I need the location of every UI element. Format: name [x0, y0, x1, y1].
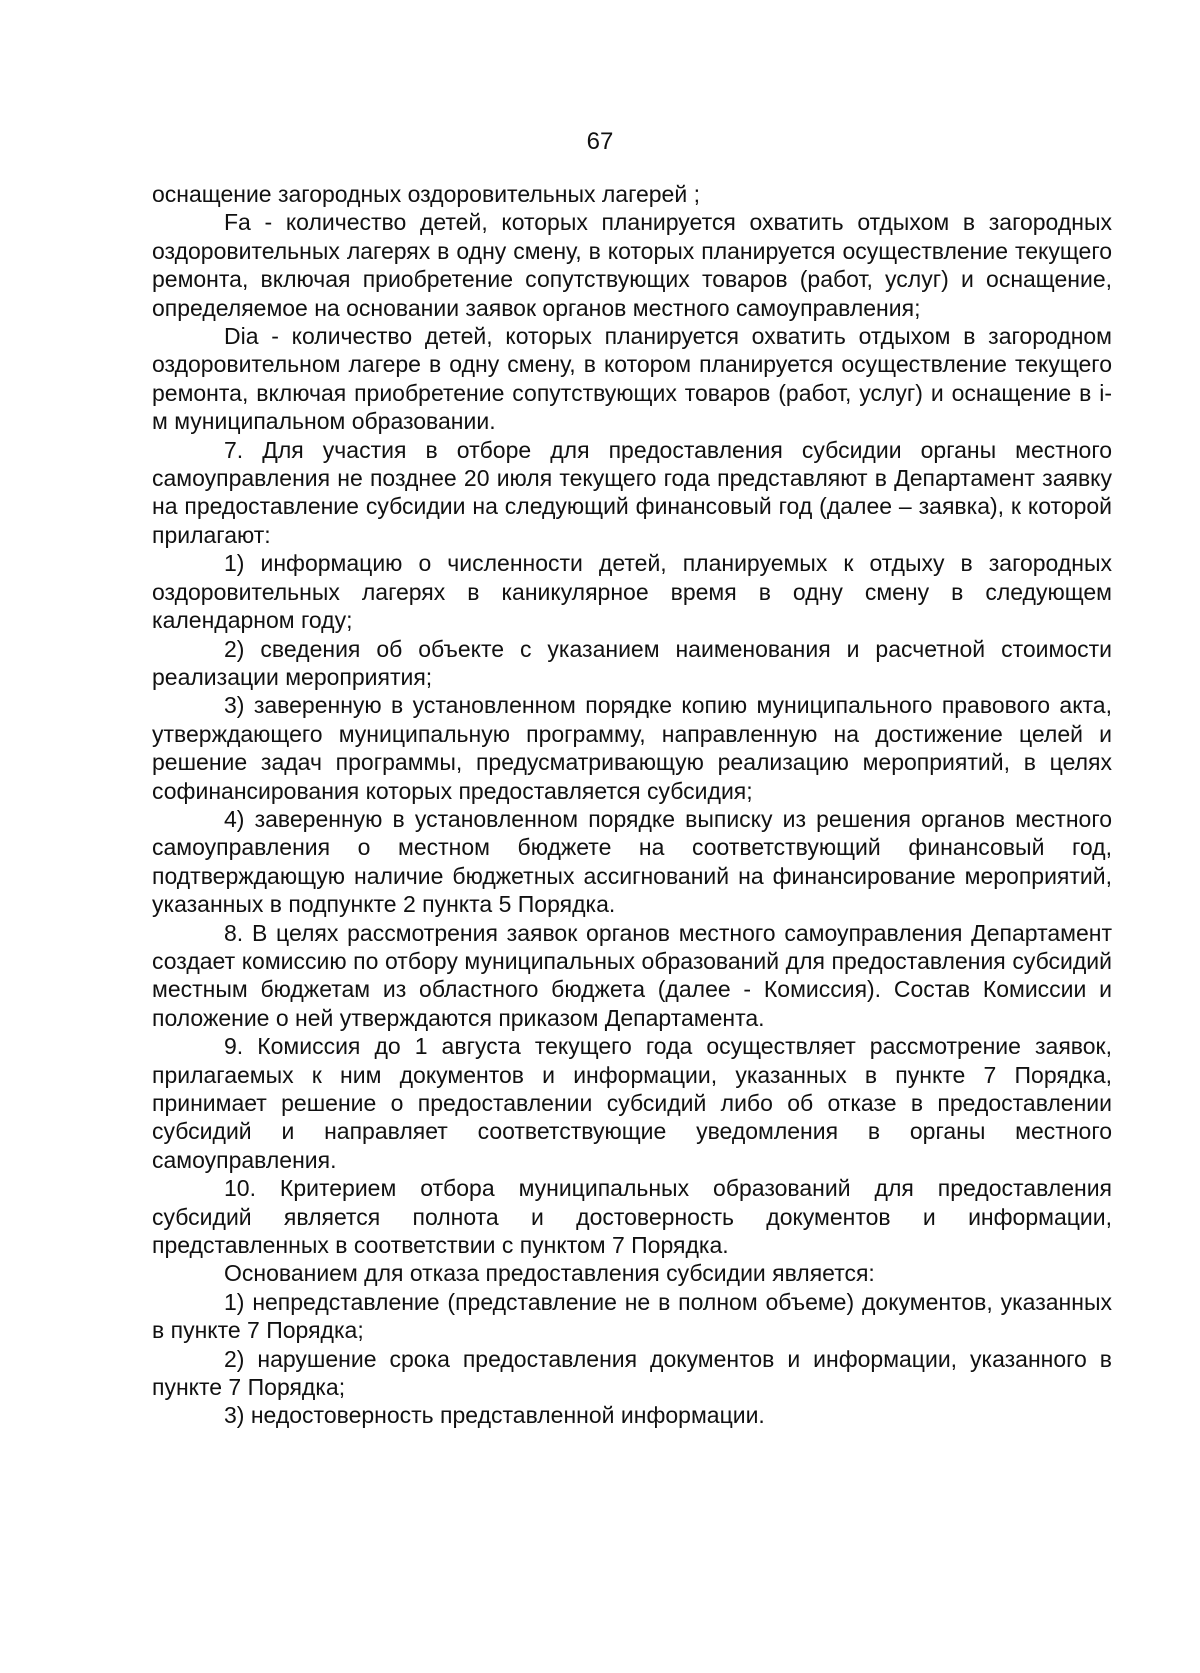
document-body: [152, 180, 1112, 1430]
paragraph-refusal-3: 3) недостоверность представленной информации.: [224, 1402, 765, 1429]
paragraph-subitem-7-2: 2) сведения об объекте с указанием наименования и расчетной стоимости реализации мероприятия;: [152, 635, 1112, 690]
paragraph-fa-definition: Fa - количество детей, которых планируется охватить отдыхом в загородных оздоровительных лагерях в одну смену, в которых планируется осуществление текущего ремонта, включая приобретение сопутствующих товаров (работ, услуг) и оснащение, определяемое на основании заявок органов местного самоуправления;: [152, 209, 1112, 321]
page-number: 67: [586, 128, 614, 155]
paragraph-subitem-7-4: 4) заверенную в установленном порядке выписку из решения органов местного самоуправления о местном бюджете на соответствующий финансовый год, подтверждающую наличие бюджетных ассигнований на финансирование мероприятий, указанных в подпункте 2 пункта 5 Порядка.: [152, 805, 1112, 918]
paragraph-item-7: 7. Для участия в отборе для предоставления субсидии органы местного самоуправления не позднее 20 июля текущего года представляют в Департамент заявку на предоставление субсидии на следующий финансовый год (далее – заявка), к которой прилагают:: [152, 436, 1112, 548]
paragraph-dia-definition: Dia - количество детей, которых планируется охватить отдыхом в загородном оздоровительном лагере в одну смену, в котором планируется осуществление текущего ремонта, включая приобретение сопутствующих товаров (работ, услуг) и оснащение в i-м муниципальном образовании.: [152, 323, 1112, 435]
paragraph-refusal-1: 1) непредставление (представление не в полном объеме) документов, указанных в пункте 7 Порядка;: [152, 1288, 1112, 1344]
paragraph-refusal-grounds: Основанием для отказа предоставления субсидии является:: [224, 1260, 875, 1287]
paragraph-item-10: 10. Критерием отбора муниципальных образований для предоставления субсидий является полнота и достоверность документов и информации, представленных в соответствии с пунктом 7 Порядка.: [152, 1175, 1112, 1259]
paragraph-subitem-7-3: 3) заверенную в установленном порядке копию муниципального правового акта, утверждающего муниципальную программу, направленную на достижение целей и решение задач программы, предусматривающую реализацию мероприятий, в целях софинансирования которых предоставляется субсидия;: [152, 692, 1112, 804]
paragraph-item-9: 9. Комиссия до 1 августа текущего года осуществляет рассмотрение заявок, прилагаемых к ним документов и информации, указанных в пункте 7 Порядка, принимает решение о предоставлении субсидий либо об отказе в предоставлении субсидий и направляет соответствующие уведомления в органы местного самоуправления.: [152, 1033, 1112, 1173]
paragraph-subitem-7-1: 1) информацию о численности детей, планируемых к отдыху в загородных оздоровительных лагерях в каникулярное время в одну смену в следующем календарном году;: [152, 550, 1112, 634]
paragraph-refusal-2: 2) нарушение срока предоставления документов и информации, указанного в пункте 7 Порядка;: [152, 1345, 1112, 1401]
paragraph-item-8: 8. В целях рассмотрения заявок органов местного самоуправления Департамент создает комиссию по отбору муниципальных образований для предоставления субсидий местным бюджетам из областного бюджета (далее - Комиссия). Состав Комиссии и положение о ней утверждаются приказом Департамента.: [152, 919, 1112, 1031]
paragraph-continuation: оснащение загородных оздоровительных лагерей ;: [152, 181, 700, 207]
